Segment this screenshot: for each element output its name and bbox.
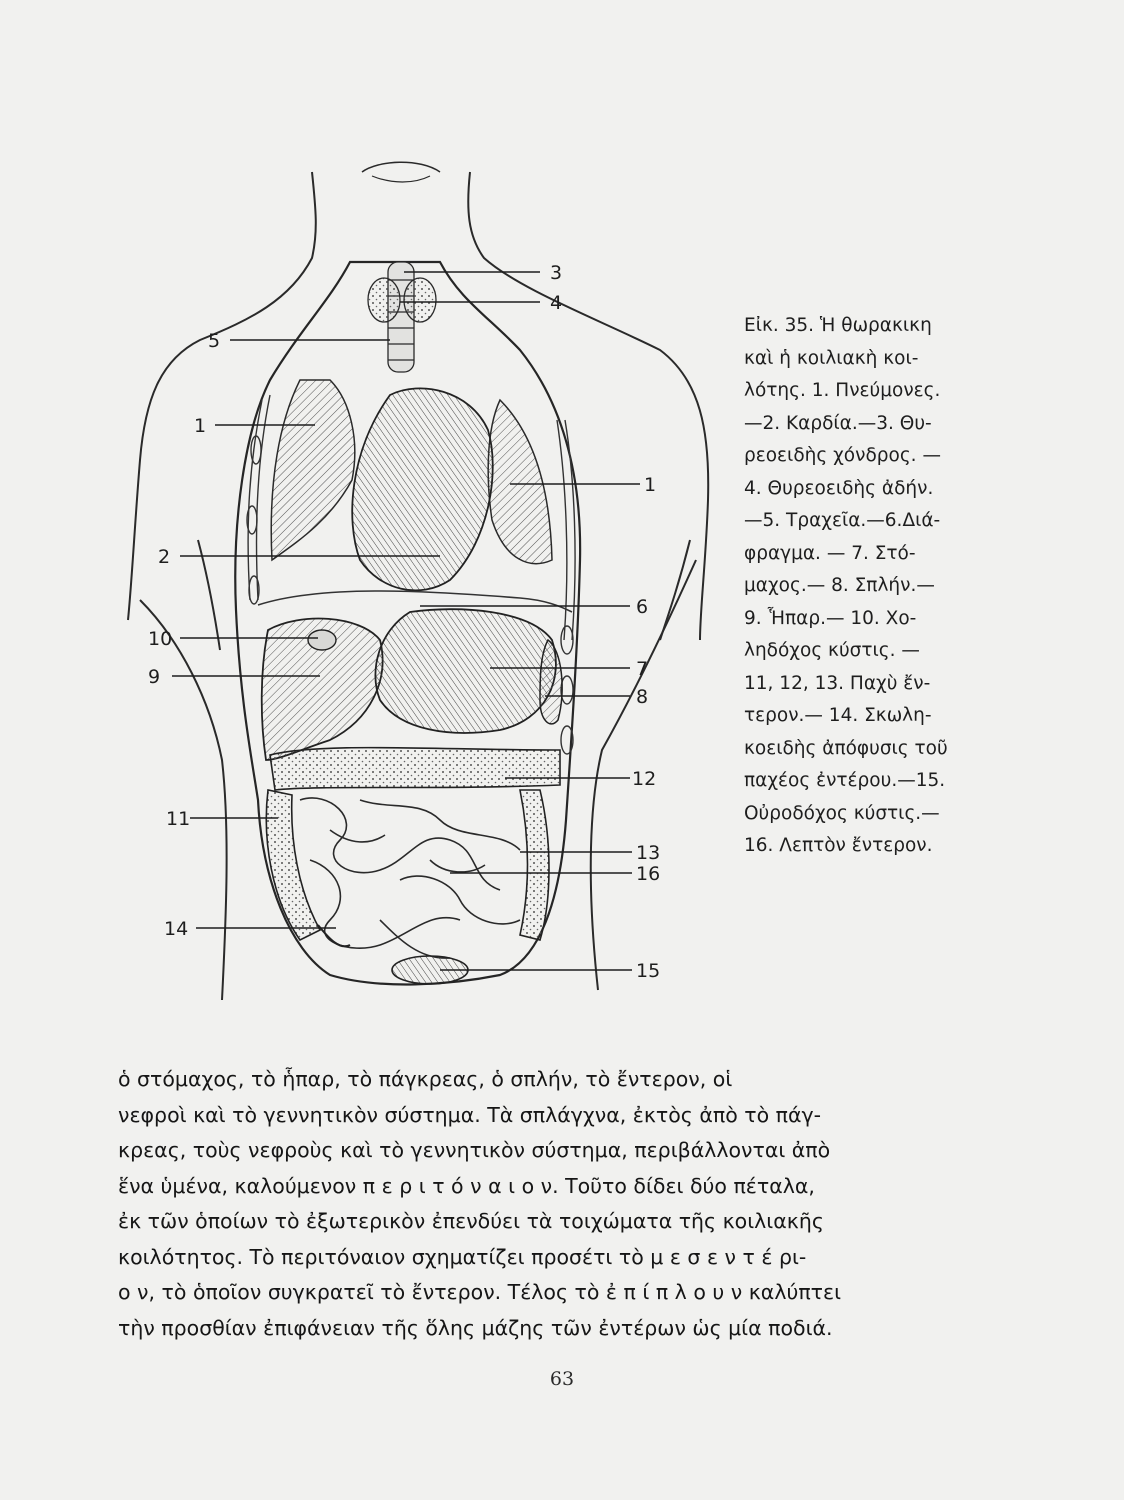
gallbladder <box>308 630 336 650</box>
heart <box>352 388 493 590</box>
spleen <box>540 640 562 724</box>
caption-line: —2. Καρδία.—3. Θυ- <box>744 412 932 434</box>
body-line: ἕνα ὑμένα, καλούμενον π ε ρ ι τ ό ν α ι ο ν. Τοῦτο δίδει δύο πέταλα, <box>118 1173 815 1198</box>
caption-line: Εἰκ. 35. Ἡ θωρακικη <box>744 315 932 336</box>
body-line: κοιλότητος. Τὸ περιτόναιον σχηματίζει προσέτι τὸ μ ε σ ε ν τ έ ρι- <box>118 1244 807 1269</box>
callout-2: 2 <box>158 546 171 568</box>
callout-14: 14 <box>164 918 189 940</box>
body-line: κρεας, τοὺς νεφροὺς καὶ τὸ γεννητικὸν σύστημα, περιβάλλονται ἀπὸ <box>118 1138 831 1162</box>
transverse-colon <box>270 748 560 790</box>
caption-line: ληδόχος κύστις. — <box>744 640 920 661</box>
callout-9: 9 <box>148 666 161 688</box>
body-paragraph <box>118 1062 960 1346</box>
caption-line: παχέος ἐντέρου.—15. <box>744 770 946 791</box>
callout-3: 3 <box>550 262 563 284</box>
callout-13: 13 <box>636 842 661 864</box>
body-line: νεφροὶ καὶ τὸ γεννητικὸν σύστημα. Τὰ σπλάγχνα, ἐκτὸς ἀπὸ τὸ πάγ- <box>118 1102 822 1127</box>
body-line: ὁ στόμαχος, τὸ ἧπαρ, τὸ πάγκρεας, ὁ σπλήν, τὸ ἔντερον, οἱ <box>118 1067 733 1091</box>
callout-15: 15 <box>636 960 661 982</box>
caption-line: 4. Θυρεοειδὴς ἀδήν. <box>744 477 934 499</box>
caption-line: μαχος.— 8. Σπλήν.— <box>744 575 935 596</box>
stomach <box>375 609 556 733</box>
body-line: ο ν, τὸ ὁποῖον συγκρατεῖ τὸ ἔντερον. Τέλος τὸ ἐ π ί π λ ο υ ν καλύπτει <box>118 1280 842 1304</box>
caption-line: κοειδὴς ἀπόφυσις τοῦ <box>744 737 948 759</box>
caption-line: 9. Ἧπαρ.— 10. Χο- <box>744 607 917 629</box>
caption-line: φραγμα. — 7. Στό- <box>744 542 916 564</box>
callout-6: 6 <box>636 596 649 618</box>
callout-4: 4 <box>550 292 563 314</box>
caption-line: Οὐροδόχος κύστις.— <box>744 802 940 824</box>
callout-1-right: 1 <box>644 474 657 496</box>
callout-5: 5 <box>208 330 221 352</box>
body-line: τὴν προσθίαν ἐπιφάνειαν τῆς ὅλης μάζης τῶν ἐντέρων ὡς μία ποδιά. <box>118 1315 833 1340</box>
callout-10: 10 <box>148 628 173 650</box>
large-intestine <box>266 790 549 940</box>
page-number: 63 <box>549 1368 575 1390</box>
caption-line: τερον.— 14. Σκωλη- <box>744 705 932 726</box>
trachea-thyroid <box>368 262 436 372</box>
callout-7: 7 <box>636 658 649 680</box>
figure-caption <box>744 310 960 863</box>
callout-1-left: 1 <box>194 415 207 437</box>
caption-line: καὶ ἡ κοιλιακὴ κοι- <box>744 347 919 369</box>
caption-line: λότης. 1. Πνεύμονες. <box>744 380 941 401</box>
caption-line: 11, 12, 13. Παχὺ ἔν- <box>744 672 931 694</box>
caption-line: 16. Λεπτὸν ἔντερον. <box>744 835 933 856</box>
callout-12: 12 <box>632 768 657 790</box>
callout-11: 11 <box>166 808 191 830</box>
caption-line: ρεοειδὴς χόνδρος. — <box>744 445 941 466</box>
diaphragm <box>258 591 572 612</box>
callout-16: 16 <box>636 863 661 885</box>
caption-line: —5. Τραχεῖα.—6.Διά- <box>744 510 941 531</box>
body-line: ἐκ τῶν ὁποίων τὸ ἐξωτερικὸν ἐπενδύει τὰ τοιχώματα τῆς κοιλιακῆς <box>118 1209 824 1233</box>
callout-8: 8 <box>636 686 649 708</box>
small-intestine <box>300 798 520 958</box>
